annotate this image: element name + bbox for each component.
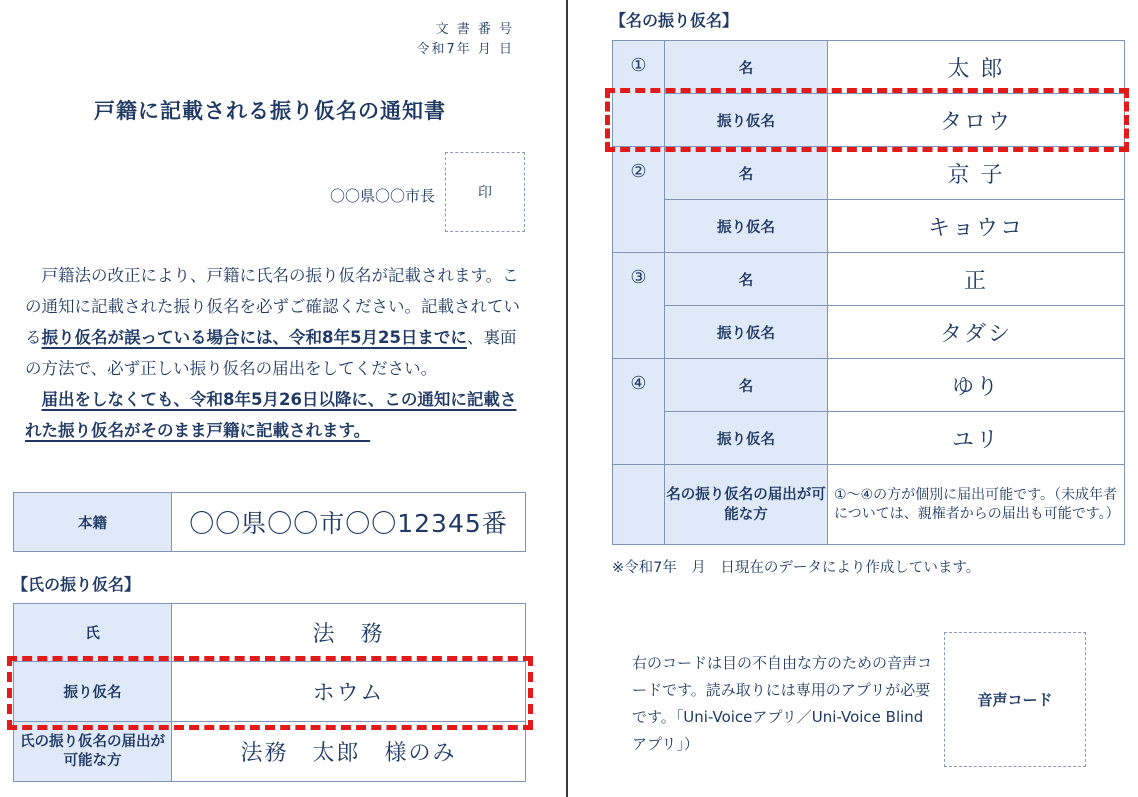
voice-code-description: 右のコードは目の不自由な方のための音声コードです。読み取りには専用のアプリが必要です。「Uni-Voiceアプリ／Uni-Voice Blindアプリ」） [632,654,933,753]
para1-underlined: 振り仮名が誤っている場合には、令和8年5月25日までに [41,328,467,347]
person-3-furigana-row [613,306,1125,359]
person-furigana: ユリ [828,412,1125,465]
person-name: ゆり [828,359,1125,412]
mayor-name: 〇〇県〇〇市長 [329,187,435,205]
surname-eligible-label: 氏の振り仮名の届出が可能な方 [14,722,172,782]
honseki-row [14,493,526,552]
notice-paragraph-2 [25,384,525,446]
surname-label: 氏 [14,604,172,662]
eligible-blank-cell [613,465,665,545]
furigana-label: 振り仮名 [665,412,828,465]
given-eligible-row [613,465,1125,545]
person-name: 太 郎 [828,41,1125,94]
document-title: 戸籍に記載される振り仮名の通知書 [94,99,446,123]
given-name-section-heading: 【名の振り仮名】 [610,11,739,30]
surname-row [14,604,526,662]
person-1-name-row [613,41,1125,94]
person-name: 京 子 [828,147,1125,200]
notice-body [25,260,525,446]
given-furigana-highlight [605,88,1129,152]
seal-box [445,152,525,232]
name-label: 名 [665,41,828,94]
person-number: ③ [613,253,665,359]
surname-furigana-label: 振り仮名 [14,662,172,722]
given-eligible-label: 名の振り仮名の届出が可能な方 [665,465,828,545]
name-label: 名 [665,359,828,412]
surname-furigana-highlight [7,656,533,730]
surname-furigana-value: ホウム [172,662,526,722]
person-furigana: タロウ [828,94,1125,147]
para1-text-b: 、裏面の方法で、必ず正しい振り仮名の届出をしてください。 [25,328,517,378]
person-2-name-row [613,147,1125,200]
person-number: ② [613,147,665,253]
notice-paragraph-1 [25,260,525,384]
person-name: 正 [828,253,1125,306]
honseki-label: 本籍 [14,493,172,552]
doc-date: 令和7年 月 日 [416,42,514,57]
seal-label: 印 [478,185,492,201]
voice-code-box [944,632,1086,767]
para1-text-a: 戸籍法の改正により、戸籍に氏名の振り仮名が記載されます。この通知に記載された振り仮名を必ずご確認ください。記載されている [25,266,520,347]
person-2-furigana-row [613,200,1125,253]
person-number: ① [613,41,665,147]
person-3-name-row [613,253,1125,306]
page-divider [566,0,568,797]
given-eligible-note: ①～④の方が個別に届出可能です。（未成年者については、親権者からの届出も可能です。） [828,465,1125,545]
person-number: ④ [613,359,665,465]
surname-eligible-value: 法務 太郎 様のみ [172,722,526,782]
honseki-table [13,492,526,552]
surname-eligible-row [14,722,526,782]
person-furigana: キョウコ [828,200,1125,253]
furigana-label: 振り仮名 [665,306,828,359]
name-label: 名 [665,147,828,200]
person-4-furigana-row [613,412,1125,465]
furigana-label: 振り仮名 [665,94,828,147]
honseki-value: 〇〇県〇〇市〇〇12345番 [172,493,526,552]
voice-code-label: 音声コード [977,691,1053,709]
surname-value: 法 務 [172,604,526,662]
doc-number-label: 文 書 番 号 [435,22,514,37]
para2-underlined: 届出をしなくても、令和8年5月26日以降に、この通知に記載された振り仮名がそのまま戸籍に記載されます。 [25,390,517,440]
furigana-label: 振り仮名 [665,200,828,253]
person-4-name-row [613,359,1125,412]
data-footnote: ※令和7年 月 日現在のデータにより作成しています。 [612,560,981,576]
person-furigana: タダシ [828,306,1125,359]
document-header [300,20,514,60]
name-label: 名 [665,253,828,306]
surname-section-heading: 【氏の振り仮名】 [12,575,141,594]
